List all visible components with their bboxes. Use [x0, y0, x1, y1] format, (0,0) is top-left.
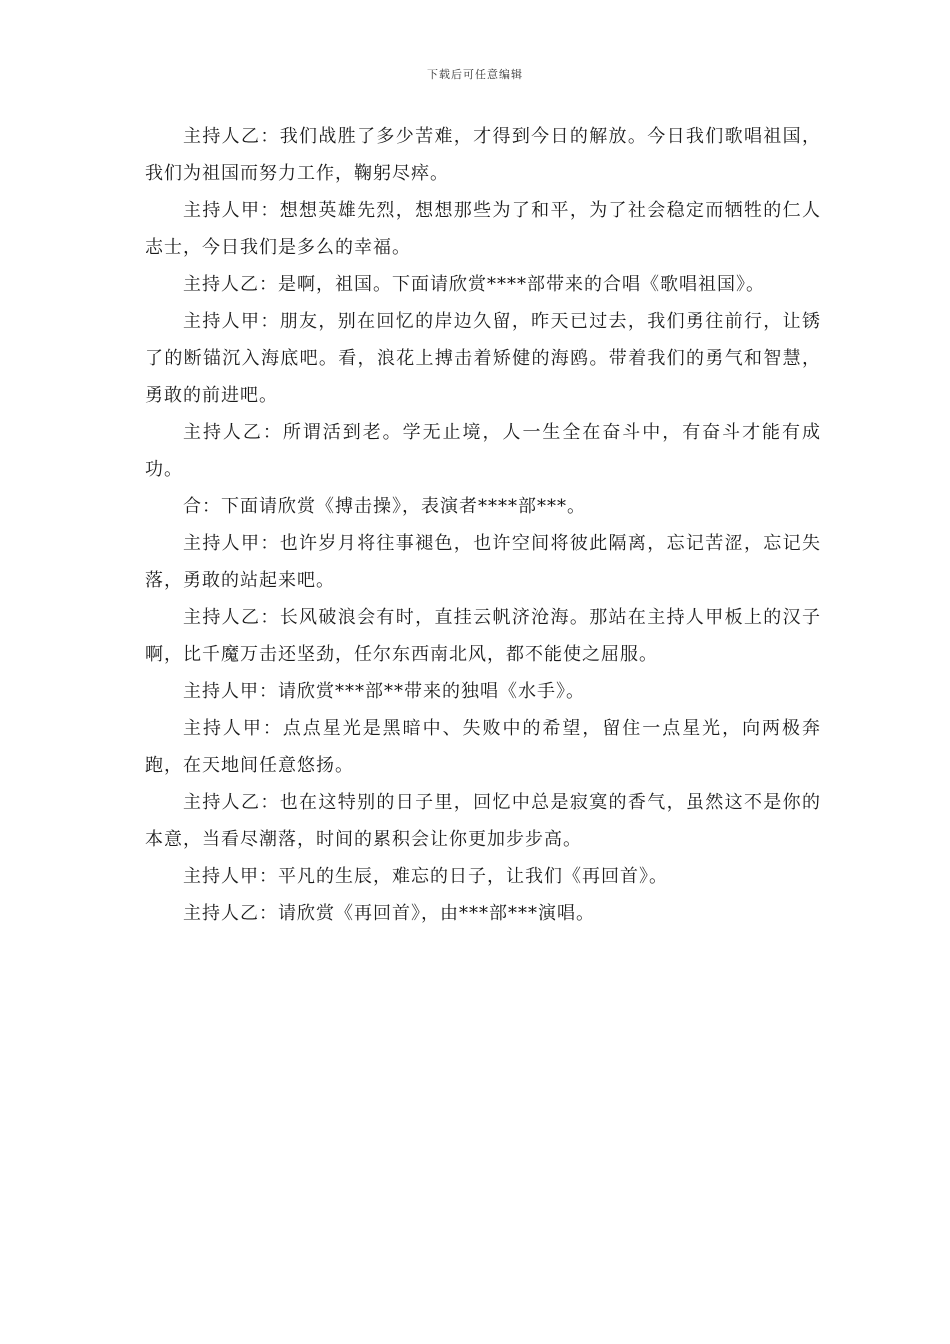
paragraph-9: 主持人甲：请欣赏***部**带来的独唱《水手》。	[183, 681, 585, 702]
paragraph-11: 主持人乙：也在这特别的日子里，回忆中总是寂寞的香气，虽然这不是你的本意，当看尽潮落，时间的累积会让你更加步步高。	[145, 792, 821, 850]
paragraph-7: 主持人甲：也许岁月将往事褪色，也许空间将彼此隔离，忘记苦涩，忘记失落，勇敢的站起来吧。	[145, 533, 821, 591]
header-note: 下载后可任意编辑	[427, 68, 523, 81]
paragraph-3: 主持人乙：是啊，祖国。下面请欣赏****部带来的合唱《歌唱祖国》。	[183, 274, 765, 295]
paragraph-12: 主持人甲：平凡的生辰，难忘的日子，让我们《再回首》。	[183, 866, 668, 887]
paragraph-13: 主持人乙：请欣赏《再回首》，由***部***演唱。	[183, 903, 595, 924]
paragraph-8: 主持人乙：长风破浪会有时，直挂云帆济沧海。那站在主持人甲板上的汉子啊，比千魔万击还坚劲，任尔东西南北风，都不能使之屈服。	[145, 607, 821, 665]
paragraph-5: 主持人乙：所谓活到老。学无止境，人一生全在奋斗中，有奋斗才能有成功。	[145, 422, 821, 480]
paragraph-10: 主持人甲：点点星光是黑暗中、失败中的希望，留住一点星光，向两极奔跑，在天地间任意悠扬。	[145, 718, 821, 776]
paragraph-4: 主持人甲：朋友，别在回忆的岸边久留，昨天已过去，我们勇往前行，让锈了的断锚沉入海底吧。看，浪花上搏击着矫健的海鸥。带着我们的勇气和智慧，勇敢的前进吧。	[145, 311, 821, 406]
paragraph-2: 主持人甲：想想英雄先烈，想想那些为了和平，为了社会稳定而牺牲的仁人志士，今日我们是多么的幸福。	[145, 200, 821, 258]
paragraph-1: 主持人乙：我们战胜了多少苦难，才得到今日的解放。今日我们歌唱祖国，我们为祖国而努力工作，鞠躬尽瘁。	[145, 126, 821, 184]
script-body	[145, 118, 821, 932]
paragraph-6: 合：下面请欣赏《搏击操》，表演者****部***。	[183, 496, 586, 517]
